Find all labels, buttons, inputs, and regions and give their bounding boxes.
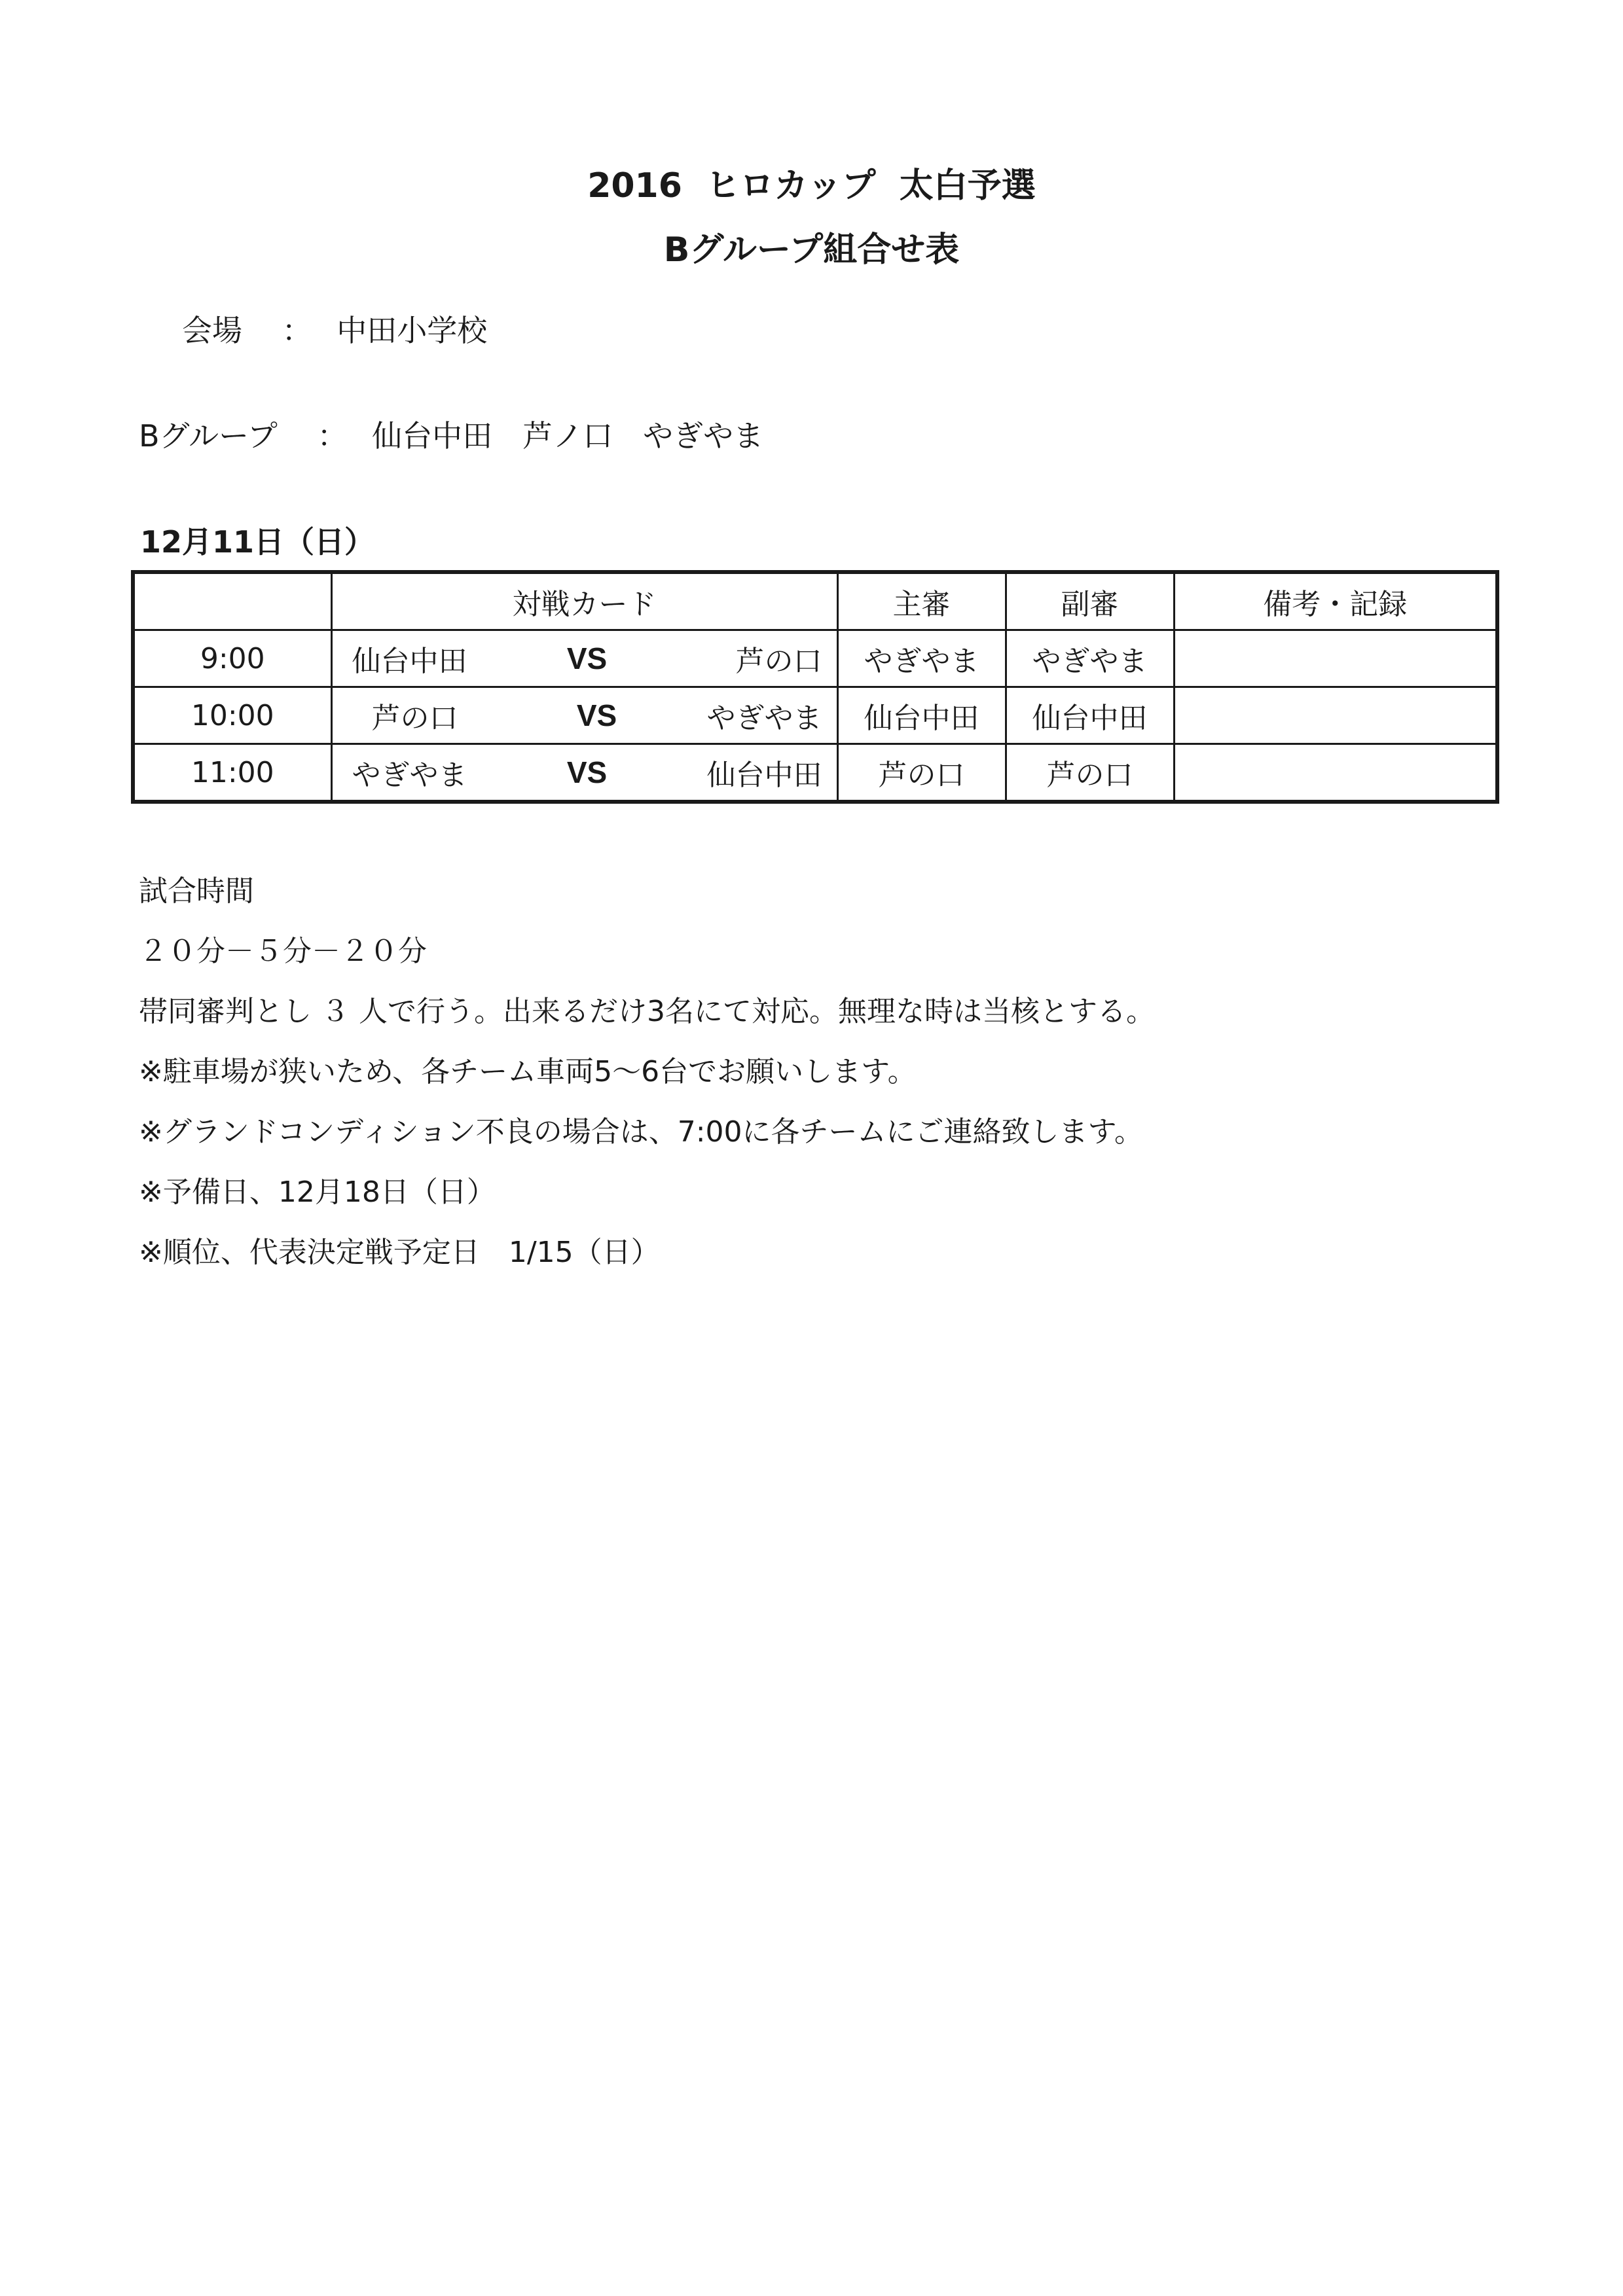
match-notes bbox=[1174, 744, 1497, 802]
note-line: 帯同審判とし ３ 人で行う。出来るだけ3名にて対応。無理な時は当核とする。 bbox=[139, 995, 1155, 1028]
notes-section bbox=[139, 874, 1155, 1299]
document-title: 2016 ヒロカップ 太白予選 bbox=[587, 166, 1036, 206]
group-team: やぎやま bbox=[643, 418, 764, 454]
match-date: 12月11日（日） bbox=[140, 524, 375, 560]
match-time: 9:00 bbox=[133, 630, 331, 687]
column-header-notes: 備考・記録 bbox=[1174, 572, 1497, 630]
match-time: 11:00 bbox=[133, 744, 331, 802]
column-header-assistant: 副審 bbox=[1006, 572, 1174, 630]
venue-row bbox=[182, 315, 487, 346]
column-header-match: 対戦カード bbox=[331, 572, 837, 630]
match-notes bbox=[1174, 687, 1497, 744]
note-line: ※順位、代表決定戦予定日 1/15（日） bbox=[139, 1236, 660, 1269]
home-team: 仙台中田 bbox=[352, 645, 467, 678]
vs-label: VS bbox=[566, 641, 608, 675]
venue-separator: ： bbox=[282, 313, 297, 348]
vs-label: VS bbox=[566, 755, 608, 789]
home-team: 芦の口 bbox=[371, 702, 458, 735]
table-row bbox=[133, 687, 1497, 744]
note-line: ※予備日、12月18日（日） bbox=[139, 1175, 496, 1209]
match-card bbox=[331, 630, 837, 687]
match-card bbox=[331, 744, 837, 802]
note-line: ※駐車場が狭いため、各チーム車両5～6台でお願いします。 bbox=[139, 1055, 917, 1088]
group-separator: ： bbox=[317, 418, 333, 454]
column-header-referee: 主審 bbox=[837, 572, 1006, 630]
venue-value: 中田小学校 bbox=[337, 313, 488, 348]
schedule-table bbox=[131, 570, 1499, 804]
table-row bbox=[133, 630, 1497, 687]
group-team: 仙台中田 bbox=[372, 418, 493, 454]
vs-label: VS bbox=[576, 698, 617, 732]
match-card bbox=[331, 687, 837, 744]
assistant-referee: 仙台中田 bbox=[1006, 687, 1174, 744]
referee: 仙台中田 bbox=[837, 687, 1006, 744]
document-subtitle: Bグループ組合せ表 bbox=[663, 230, 960, 270]
assistant-referee: やぎやま bbox=[1006, 630, 1174, 687]
referee: やぎやま bbox=[837, 630, 1006, 687]
table-row bbox=[133, 744, 1497, 802]
column-header-time bbox=[133, 572, 331, 630]
group-row bbox=[139, 418, 764, 454]
table-header-row bbox=[133, 572, 1497, 630]
match-notes bbox=[1174, 630, 1497, 687]
note-line: ２０分－５分－２０分 bbox=[139, 935, 427, 968]
away-team: やぎやま bbox=[706, 702, 822, 735]
home-team: やぎやま bbox=[352, 759, 467, 792]
assistant-referee: 芦の口 bbox=[1006, 744, 1174, 802]
venue-label: 会場 bbox=[182, 313, 242, 348]
away-team: 芦の口 bbox=[735, 645, 822, 678]
note-line: 試合時間 bbox=[139, 874, 254, 908]
referee: 芦の口 bbox=[837, 744, 1006, 802]
group-team: 芦ノ口 bbox=[522, 418, 613, 454]
group-label: Bグループ bbox=[139, 418, 278, 454]
note-line: ※グランドコンディション不良の場合は、7:00に各チームにご連絡致します。 bbox=[139, 1115, 1143, 1149]
away-team: 仙台中田 bbox=[706, 759, 822, 792]
match-time: 10:00 bbox=[133, 687, 331, 744]
